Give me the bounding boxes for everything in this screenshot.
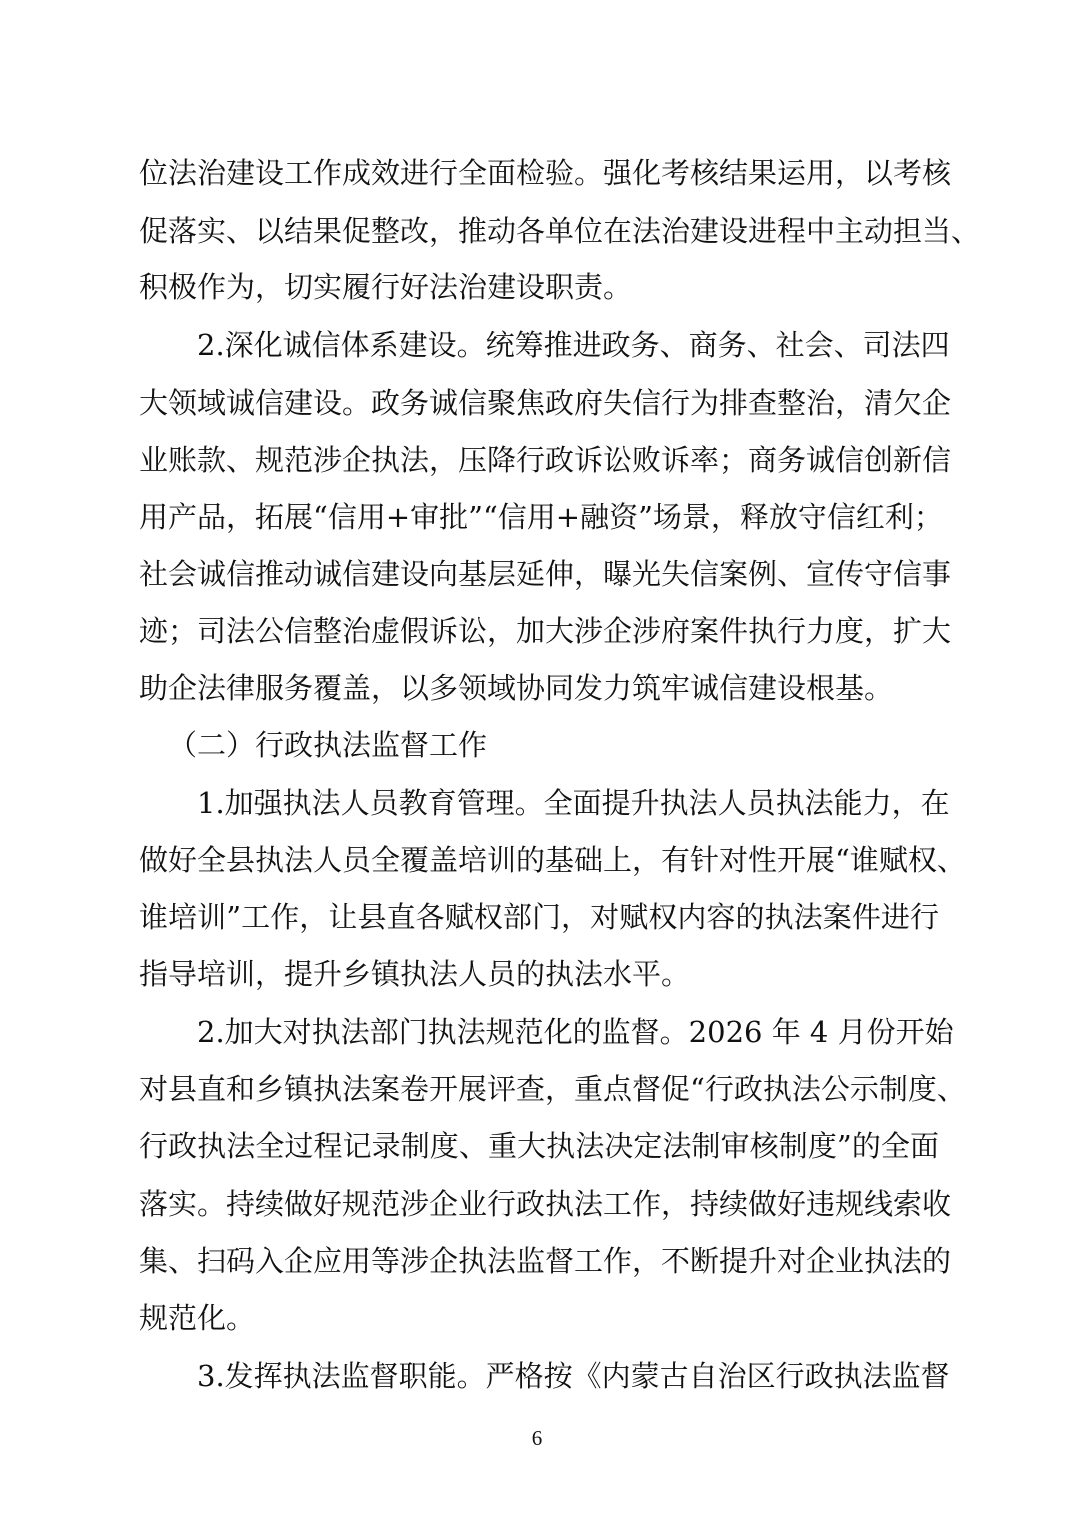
text-line: 助企法律服务覆盖，以多领域协同发力筑牢诚信建设根基。: [139, 671, 894, 705]
text-line: 3.发挥执法监督职能。严格按《内蒙古自治区行政执法监督: [197, 1359, 950, 1393]
text-line: 集、扫码入企应用等涉企执法监督工作，不断提升对企业执法的: [139, 1244, 952, 1278]
text-line: 规范化。: [139, 1301, 256, 1335]
text-line: 促落实、以结果促整改，推动各单位在法治建设进程中主动担当、: [139, 214, 981, 248]
text-line: 迹；司法公信整治虚假诉讼，加大涉企涉府案件执行力度，扩大: [139, 614, 952, 648]
text-line: 位法治建设工作成效进行全面检验。强化考核结果运用，以考核: [139, 156, 952, 190]
text-line: 落实。持续做好规范涉企业行政执法工作，持续做好违规线索收: [139, 1187, 952, 1221]
section-heading: （二）行政执法监督工作: [168, 728, 488, 762]
text-line: 2.加大对执法部门执法规范化的监督。2026 年 4 月份开始: [197, 1015, 954, 1049]
text-line: 2.深化诚信体系建设。统筹推进政务、商务、社会、司法四: [197, 328, 950, 362]
text-line: 大领域诚信建设。政务诚信聚焦政府失信行为排查整治，清欠企: [139, 386, 952, 420]
text-line: 社会诚信推动诚信建设向基层延伸，曝光失信案例、宣传守信事: [139, 557, 952, 591]
text-line: 对县直和乡镇执法案卷开展评查，重点督促“行政执法公示制度、: [139, 1072, 966, 1106]
text-line: 积极作为，切实履行好法治建设职责。: [139, 270, 633, 304]
text-line: 做好全县执法人员全覆盖培训的基础上，有针对性开展“谁赋权、: [139, 843, 966, 877]
text-line: 业账款、规范涉企执法，压降行政诉讼败诉率；商务诚信创新信: [139, 443, 952, 477]
text-line: 谁培训”工作，让县直各赋权部门，对赋权内容的执法案件进行: [139, 900, 939, 934]
text-line: 1.加强执法人员教育管理。全面提升执法人员执法能力，在: [197, 786, 950, 820]
text-line: 行政执法全过程记录制度、重大执法决定法制审核制度”的全面: [139, 1129, 939, 1163]
text-line: 用产品，拓展“信用+审批”“信用+融资”场景，释放守信红利；: [139, 500, 943, 534]
page-number: 6: [531, 1426, 543, 1450]
text-line: 指导培训，提升乡镇执法人员的执法水平。: [139, 957, 691, 991]
